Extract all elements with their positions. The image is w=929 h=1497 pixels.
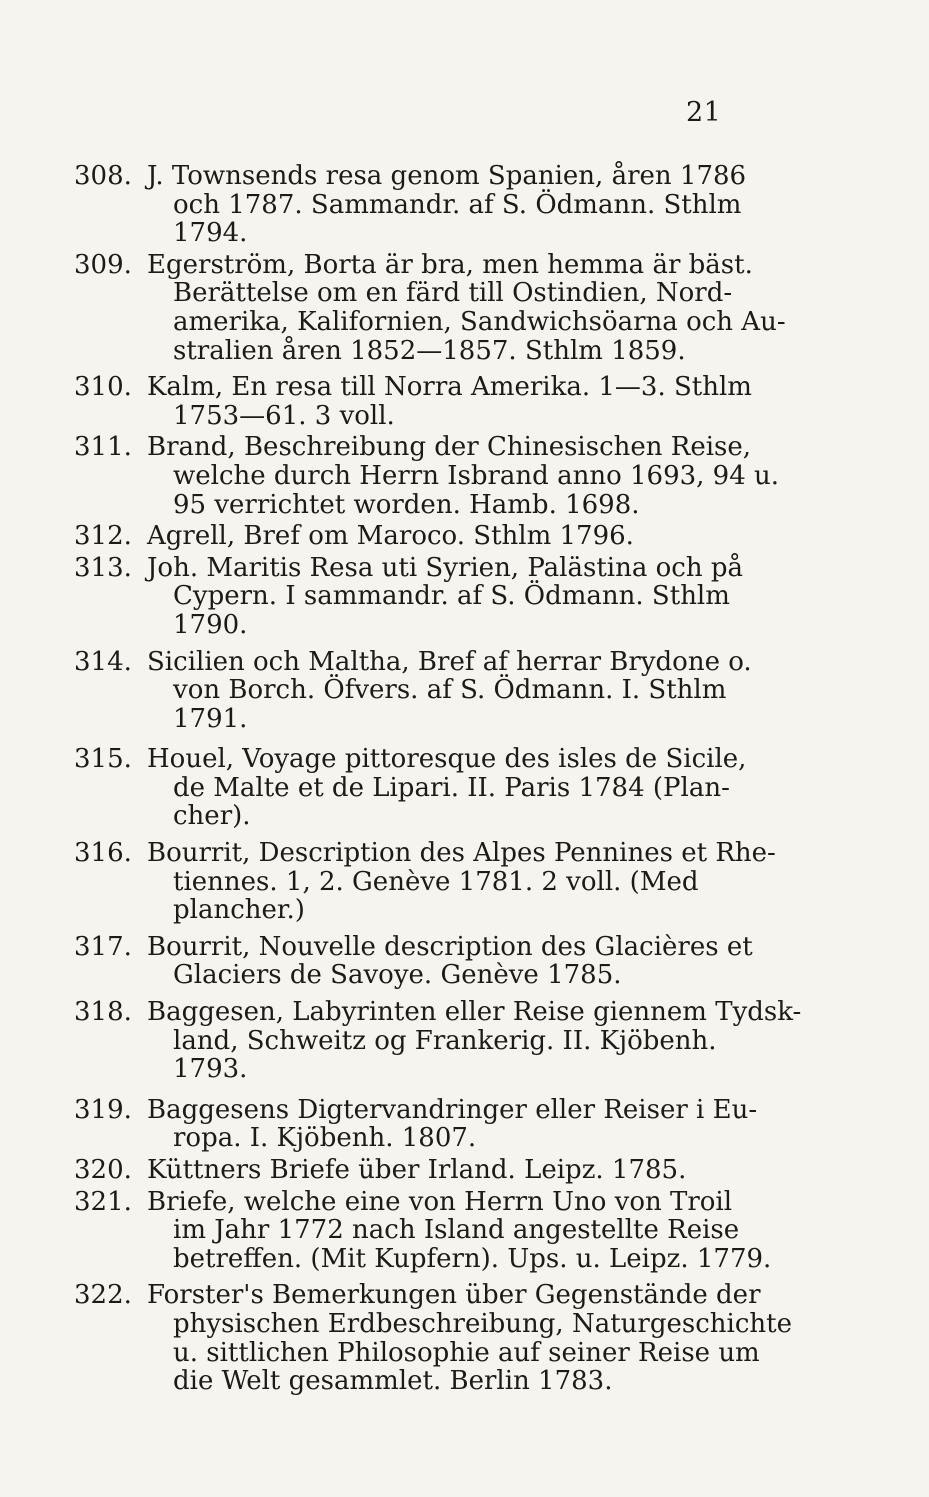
entry-text: [147, 997, 802, 1085]
entry-line: plancher.): [173, 895, 305, 926]
entry-number: 319.: [74, 1094, 132, 1125]
entry-number: 310.: [74, 372, 132, 403]
bibliography-entry: [0, 839, 929, 925]
entry-text: [147, 1094, 758, 1154]
entry-line: Küttners Briefe über Irland. Leipz. 1785.: [147, 1155, 687, 1185]
bibliography-entry: [0, 1096, 929, 1153]
entry-text: [147, 648, 751, 734]
entry-line: von Borch. Öfvers. af S. Ödmann. I. Sthlm: [173, 675, 727, 706]
entry-number: 318.: [74, 997, 132, 1028]
bibliography-entry: [0, 1281, 929, 1395]
entry-line: land, Schweitz og Frankerig. II. Kjöbenh.: [173, 1025, 717, 1056]
entry-line: 1794.: [173, 218, 248, 249]
entry-line: amerika, Kalifornien, Sandwichsöarna och Au-: [173, 306, 786, 337]
entry-text: [147, 162, 751, 248]
entry-line: Houel, Voyage pittoresque des isles de Sicile,: [147, 744, 747, 775]
entry-line: Baggesen, Labyrinten eller Reise giennem Tydsk-: [147, 997, 802, 1028]
entry-number: 317.: [74, 931, 132, 962]
entry-text: [147, 745, 751, 831]
entry-line: 1753—61. 3 voll.: [173, 400, 395, 431]
entry-line: Joh. Maritis Resa uti Syrien, Palästina och på: [147, 552, 743, 583]
entry-line: Cypern. I sammandr. af S. Ödmann. Sthlm: [173, 581, 730, 612]
bibliography-entry: [0, 648, 929, 734]
entry-line: 1791.: [173, 703, 248, 734]
entry-line: Kalm, En resa till Norra Amerika. 1—3. Sthlm: [147, 372, 752, 403]
entry-line: im Jahr 1772 nach Island angestellte Reise: [173, 1215, 740, 1246]
entry-number: 315.: [74, 744, 132, 775]
entry-text: [147, 1156, 751, 1185]
bibliography-entry: [0, 373, 929, 430]
bibliography-entry: [0, 998, 929, 1084]
entry-line: u. sittlichen Philosophie auf seiner Reise um: [173, 1337, 760, 1368]
entry-number: 316.: [74, 838, 132, 869]
entry-line: Bourrit, Nouvelle description des Glacières et: [147, 931, 753, 962]
entry-line: stralien åren 1852—1857. Sthlm 1859.: [173, 335, 686, 366]
page-number: 21: [686, 97, 722, 128]
entry-text: [147, 838, 776, 926]
entry-line: die Welt gesammlet. Berlin 1783.: [173, 1366, 613, 1397]
bibliography-list: [0, 162, 929, 1396]
entry-text: [147, 1186, 772, 1274]
entry-line: betreffen. (Mit Kupfern). Ups. u. Leipz. 1779.: [173, 1243, 772, 1274]
entry-text: [147, 249, 786, 366]
entry-line: ropa. I. Kjöbenh. 1807.: [173, 1123, 477, 1154]
bibliography-entry: [0, 1188, 929, 1274]
entry-text: [147, 554, 751, 640]
entry-number: 309.: [74, 249, 132, 280]
entry-line: cher).: [173, 801, 251, 832]
entry-line: Baggesens Digtervandringer eller Reiser i Eu-: [147, 1094, 758, 1125]
bibliography-entry: [0, 162, 929, 248]
entry-number: 308.: [74, 161, 132, 191]
bibliography-entry: [0, 522, 929, 551]
entry-line: 95 verrichtet worden. Hamb. 1698.: [173, 489, 640, 520]
bibliography-entry: [0, 554, 929, 640]
entry-line: Briefe, welche eine von Herrn Uno von Troil: [147, 1186, 733, 1217]
bibliography-entry: [0, 745, 929, 831]
entry-number: 321.: [74, 1186, 132, 1217]
bibliography-entry: [0, 251, 929, 365]
entry-line: welche durch Herrn Isbrand anno 1693, 94 u.: [173, 460, 780, 491]
entry-text: [147, 1280, 792, 1397]
bibliography-entry: [0, 933, 929, 990]
entry-line: Sicilien och Maltha, Bref af herrar Brydone o.: [147, 646, 752, 677]
entry-line: Glaciers de Savoye. Genève 1785.: [173, 960, 622, 991]
entry-line: J. Townsends resa genom Spanien, åren 1786: [147, 161, 747, 191]
entry-number: 322.: [74, 1280, 132, 1311]
entry-text: [147, 933, 751, 990]
entry-text: [147, 373, 751, 430]
entry-line: Forster's Bemerkungen über Gegenstände der: [147, 1280, 761, 1311]
entry-text: [147, 432, 780, 520]
bibliography-entry: [0, 433, 929, 519]
bibliography-entry: [0, 1156, 929, 1185]
entry-line: Brand, Beschreibung der Chinesischen Reise,: [147, 432, 752, 463]
entry-line: tiennes. 1, 2. Genève 1781. 2 voll. (Med: [173, 866, 699, 897]
entry-line: Berättelse om en färd till Ostindien, Nord-: [173, 278, 733, 309]
entry-number: 320.: [74, 1155, 132, 1185]
entry-line: Egerström, Borta är bra, men hemma är bäst.: [147, 249, 753, 280]
entry-number: 312.: [74, 521, 132, 552]
entry-line: Agrell, Bref om Maroco. Sthlm 1796.: [147, 521, 634, 552]
entry-line: Bourrit, Description des Alpes Pennines et Rhe-: [147, 838, 776, 869]
entry-number: 314.: [74, 646, 132, 677]
entry-line: de Malte et de Lipari. II. Paris 1784 (Plan-: [173, 772, 730, 803]
entry-number: 311.: [74, 432, 132, 463]
entry-line: 1793.: [173, 1054, 248, 1085]
entry-number: 313.: [74, 552, 132, 583]
entry-line: och 1787. Sammandr. af S. Ödmann. Sthlm: [173, 189, 742, 220]
entry-text: [147, 522, 751, 551]
entry-line: physischen Erdbeschreibung, Naturgeschichte: [173, 1308, 792, 1339]
entry-line: 1790.: [173, 609, 248, 640]
